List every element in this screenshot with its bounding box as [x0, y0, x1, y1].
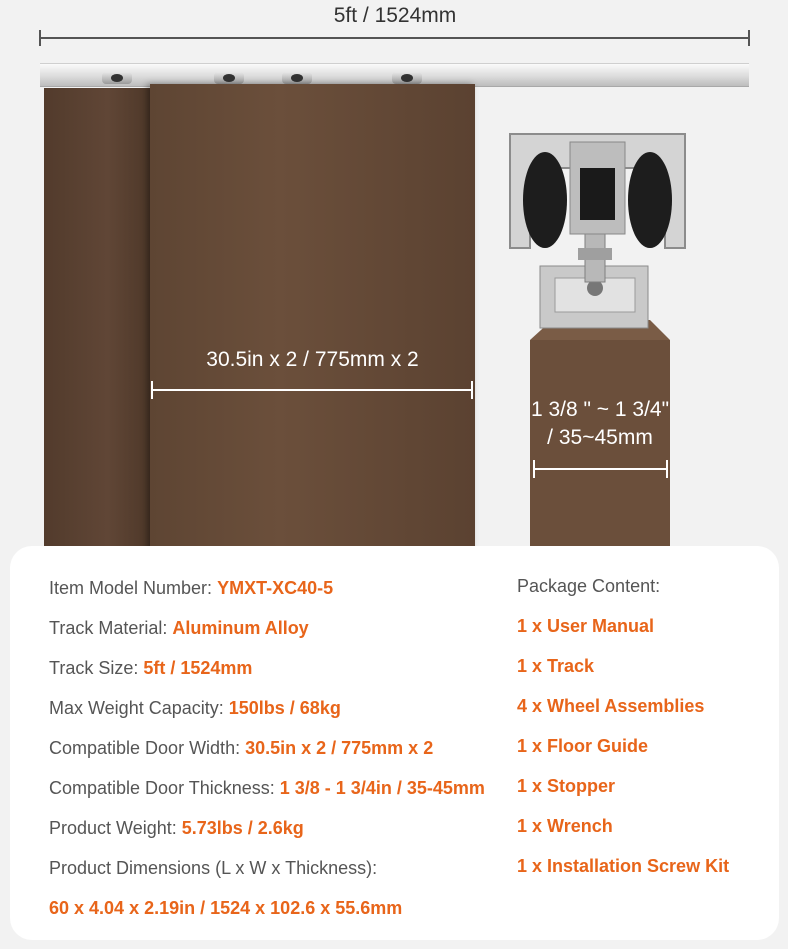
dimension-tick-right	[748, 30, 750, 46]
spec-label: Max Weight Capacity:	[49, 698, 229, 718]
spec-value: YMXT-XC40-5	[217, 578, 334, 598]
wheel-assembly-illustration	[500, 128, 700, 568]
spec-value: 5.73lbs / 2.6kg	[181, 818, 304, 838]
roller-1	[102, 72, 132, 84]
thickness-dimension-line	[534, 468, 667, 470]
door-thickness-label-line2: / 35~45mm	[547, 426, 653, 449]
spec-product-dimensions-label	[49, 858, 377, 879]
door-width-tick-right	[471, 381, 473, 399]
package-item: 1 x Stopper	[517, 776, 616, 796]
spec-model-number	[49, 578, 333, 599]
door-thickness-label-line1: 1 3/8 " ~ 1 3/4"	[530, 398, 670, 421]
spec-max-weight	[49, 698, 341, 719]
spec-label: Compatible Door Thickness:	[49, 778, 280, 798]
package-item: 1 x User Manual	[517, 616, 655, 636]
spec-label: Track Size:	[49, 658, 144, 678]
door-width-label: 30.5in x 2 / 775mm x 2	[206, 348, 419, 371]
spec-value: 30.5in x 2 / 775mm x 2	[245, 738, 434, 758]
roller-2	[214, 72, 244, 84]
roller-4	[392, 72, 422, 84]
spec-track-size	[49, 658, 252, 679]
package-item: 1 x Installation Screw Kit	[517, 856, 730, 876]
spec-value: 60 x 4.04 x 2.19in / 1524 x 102.6 x 55.6mm	[49, 898, 403, 918]
package-item: 4 x Wheel Assemblies	[517, 696, 705, 716]
door-left	[44, 88, 150, 558]
door-width-dimension-line	[152, 389, 472, 391]
spec-label: Compatible Door Width:	[49, 738, 246, 758]
spec-product-dimensions-value	[49, 898, 402, 919]
package-content-heading: Package Content:	[517, 576, 661, 596]
spec-label: Product Dimensions (L x W x Thickness):	[49, 858, 378, 878]
spec-label: Product Weight:	[49, 818, 182, 838]
spec-value: Aluminum Alloy	[172, 618, 309, 638]
spec-value: 150lbs / 68kg	[228, 698, 341, 718]
package-item: 1 x Wrench	[517, 816, 613, 836]
door-right	[150, 84, 475, 558]
spec-label: Item Model Number:	[49, 578, 218, 598]
spec-door-thickness	[49, 778, 485, 799]
roller-3	[282, 72, 312, 84]
spec-track-material	[49, 618, 309, 639]
thickness-tick-right	[666, 460, 668, 478]
spec-label: Track Material:	[49, 618, 173, 638]
spec-door-width	[49, 738, 433, 759]
package-item: 1 x Floor Guide	[517, 736, 649, 756]
track-length-dimension-line	[40, 37, 749, 39]
track-length-label: 5ft / 1524mm	[333, 4, 457, 27]
spec-value: 1 3/8 - 1 3/4in / 35-45mm	[279, 778, 485, 798]
spec-product-weight	[49, 818, 304, 839]
spec-value: 5ft / 1524mm	[143, 658, 253, 678]
package-item: 1 x Track	[517, 656, 595, 676]
